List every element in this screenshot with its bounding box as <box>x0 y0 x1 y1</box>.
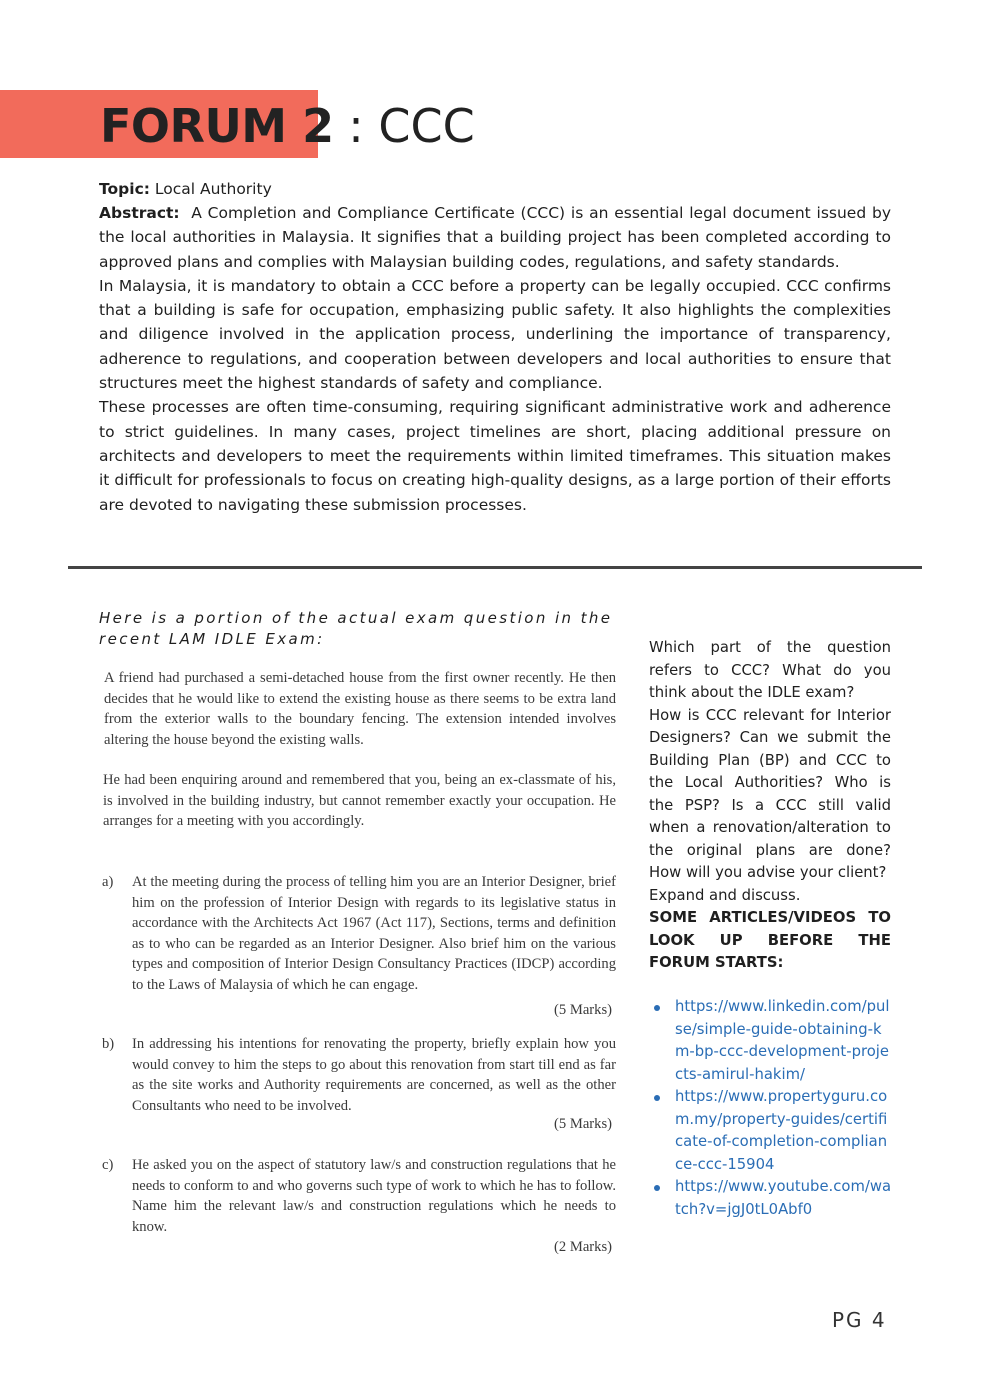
title-forum-label: FORUM 2 <box>100 99 334 153</box>
section-divider <box>68 566 922 569</box>
list-item <box>649 1086 894 1176</box>
abstract-paragraph: These processes are often time-consuming, requiring significant administrative work and adherence to strict guidelines. In many cases, project timelines are short, placing additional pressure on architects and developers to meet the requirements within limited timeframes. This situation makes it difficult for professionals to focus on creating high-quality designs, as a large portion of their efforts are devoted to navigating these submission processes. <box>99 398 891 514</box>
exam-scenario-paragraph: A friend had purchased a semi-detached house from the first owner recently. He then decides that he would like to extend the existing house as there seems to be extra land from the exterior walls to the boundary fencing. The extension intended involves altering the house beyond the existing walls. <box>104 670 616 748</box>
question-text: At the meeting during the process of telling him you are an Interior Designer, brief him on the profession of Interior Design with regards to its legislative status in accordance with the Architects Act 1967 (Act 117), Sections, terms and definition as to who can be regarded as an Interior Designer. Also brief him on the various types and composition of Interior Design Consultancy Practices (IDCP) according to the Laws of Malaysia of which he can engage. <box>132 874 616 993</box>
bullet-icon <box>654 1095 660 1101</box>
discussion-prompt: Expand and discuss. <box>649 886 801 904</box>
question-letter: a) <box>102 874 114 890</box>
discussion-questions: Which part of the question refers to CCC? What do you think about the IDLE exam? <box>649 639 891 701</box>
reference-link-linkedin[interactable]: https://www.linkedin.com/pulse/simple-guide-obtaining-km-bp-ccc-development-projects-amirul-hakim/ <box>675 998 890 1083</box>
articles-heading: SOME ARTICLES/VIDEOS TO LOOK UP BEFORE THE FORUM STARTS: <box>649 909 891 971</box>
page-number: PG 4 <box>832 1308 887 1332</box>
abstract-label: Abstract: <box>99 204 180 222</box>
exam-intro: Here is a portion of the actual exam question in the recent LAM IDLE Exam: <box>99 609 613 648</box>
question-marks: (5 Marks) <box>554 1002 612 1018</box>
bullet-icon <box>654 1005 660 1011</box>
question-letter: c) <box>102 1157 114 1173</box>
question-marks: (5 Marks) <box>554 1116 612 1132</box>
topic-value: Local Authority <box>149 180 272 198</box>
abstract-text-1: A Completion and Compliance Certificate (CCC) is an essential legal document issued by the local authorities in Malaysia. It signifies that a building project has been completed according to approved plans and complies with Malaysian building codes, regulations, and safety standards. <box>99 204 891 271</box>
page-title <box>100 96 475 156</box>
reference-link-youtube[interactable]: https://www.youtube.com/watch?v=jgJ0tL0Abf0 <box>675 1178 892 1218</box>
question-marks: (2 Marks) <box>554 1239 612 1255</box>
question-text: He asked you on the aspect of statutory law/s and construction regulations that he needs to conform to and who governs such type of work to which he has to follow. Name him the relevant law/s and construction regulations which he needs to know. <box>132 1157 616 1235</box>
question-letter: b) <box>102 1036 115 1052</box>
abstract-section <box>99 201 891 517</box>
list-item <box>649 996 894 1086</box>
bullet-icon <box>654 1185 660 1191</box>
reference-link-propertyguru[interactable]: https://www.propertyguru.com.my/property-guides/certificate-of-completion-compliance-ccc-15904 <box>675 1088 888 1173</box>
discussion-sidebar <box>649 637 891 975</box>
reference-links-list <box>649 996 894 1221</box>
list-item <box>649 1176 894 1221</box>
exam-scenario-paragraph: He had been enquiring around and remembered that you, being an ex-classmate of his, is involved in the building industry, but cannot remember exactly your occupation. He arranges for a meeting with you accordingly. <box>103 772 616 829</box>
topic-line <box>99 177 899 201</box>
topic-label: Topic: <box>99 180 150 198</box>
title-topic-code: : CCC <box>333 99 475 153</box>
abstract-paragraph <box>99 201 891 274</box>
question-text: In addressing his intentions for renovating the property, briefly explain how you would convey to him the steps to go about this renovation from start till end as far as the site works and Authority requirements are concerned, as well as the other Consultants who need to be involved. <box>132 1036 616 1114</box>
abstract-paragraph: In Malaysia, it is mandatory to obtain a CCC before a property can be legally occupied. CCC confirms that a building is safe for occupation, emphasizing public safety. It also highlights the complexities and diligence involved in the application process, underlining the importance of transparency, adherence to regulations, and cooperation between developers and local authorities to ensure that structures meet the highest standards of safety and compliance. <box>99 276 891 393</box>
discussion-questions-2: How is CCC relevant for Interior Designers? Can we submit the Building Plan (BP) and CCC to the Local Authorities? Who is the PSP? Is a CCC still valid when a renovation/alteration to the original plans are done? How will you advise your client? <box>649 706 891 881</box>
